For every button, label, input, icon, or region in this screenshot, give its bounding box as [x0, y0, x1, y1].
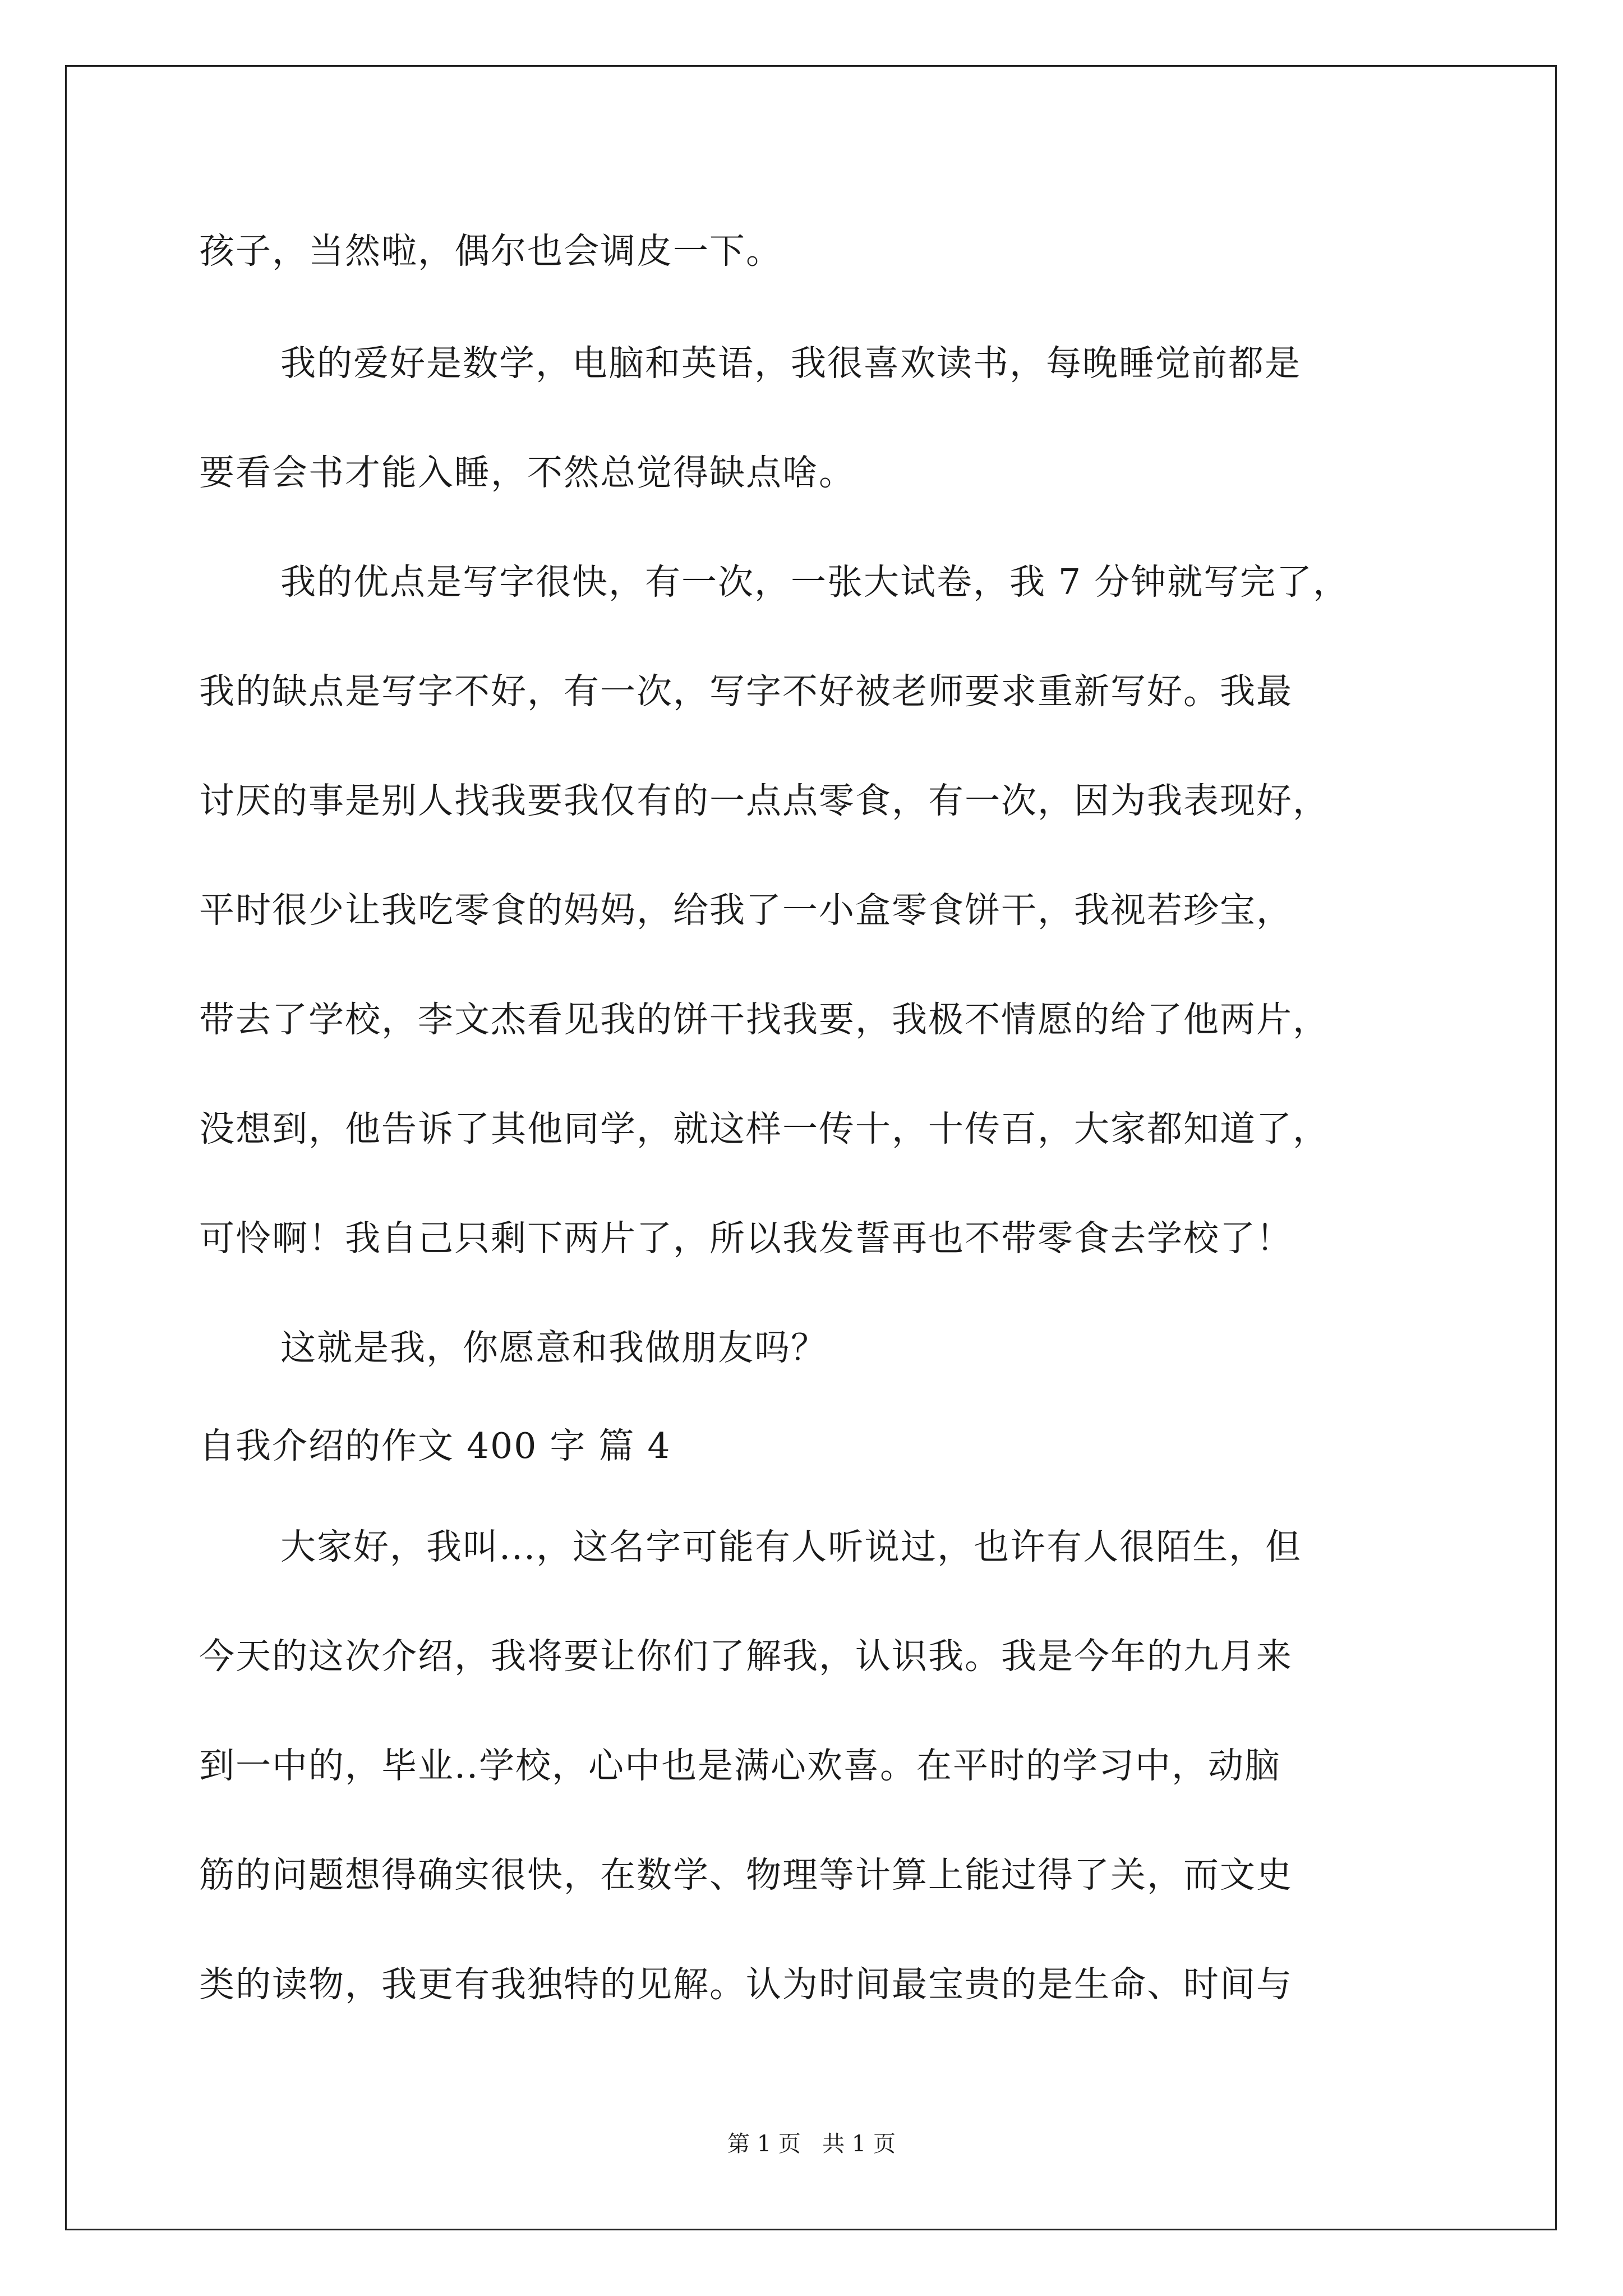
body-line: 孩子，当然啦，偶尔也会调皮一下。: [199, 231, 782, 272]
body-line: 要看会书才能入睡，不然总觉得缺点啥。: [199, 452, 855, 493]
body-line: 筋的问题想得确实很快，在数学、物理等计算上能过得了关，而文史: [199, 1855, 1293, 1895]
body-line: 我的优点是写字很快，有一次，一张大试卷，我 7 分钟就写完了，: [280, 562, 1350, 602]
body-line: 今天的这次介绍，我将要让你们了解我，认识我。我是今年的九月来: [199, 1636, 1293, 1677]
body-line: 类的读物，我更有我独特的见解。认为时间最宝贵的是生命、时间与: [199, 1964, 1293, 2005]
body-line: 这就是我，你愿意和我做朋友吗？: [280, 1327, 827, 1368]
body-line: 带去了学校，李文杰看见我的饼干找我要，我极不情愿的给了他两片，: [199, 999, 1329, 1040]
body-line: 没想到，他告诉了其他同学，就这样一传十，十传百，大家都知道了，: [199, 1108, 1329, 1149]
body-line: 讨厌的事是别人找我要我仅有的一点点零食，有一次，因为我表现好，: [199, 780, 1329, 821]
section-heading: 自我介绍的作文 400 字 篇 4: [199, 1425, 671, 1466]
body-line: 我的缺点是写字不好，有一次，写字不好被老师要求重新写好。我最: [199, 671, 1293, 712]
body-line: 平时很少让我吃零食的妈妈，给我了一小盒零食饼干，我视若珍宝，: [199, 890, 1293, 931]
body-line: 我的爱好是数学，电脑和英语，我很喜欢读书，每晚睡觉前都是: [280, 343, 1301, 384]
body-line: 可怜啊！我自己只剩下两片了，所以我发誓再也不带零食去学校了！: [199, 1218, 1293, 1259]
body-line: 大家好，我叫...，这名字可能有人听说过，也许有人很陌生，但: [280, 1526, 1302, 1567]
page-number: 第 1 页 共 1 页: [727, 2131, 896, 2157]
body-line: 到一中的，毕业..学校，心中也是满心欢喜。在平时的学习中，动脑: [199, 1745, 1281, 1786]
